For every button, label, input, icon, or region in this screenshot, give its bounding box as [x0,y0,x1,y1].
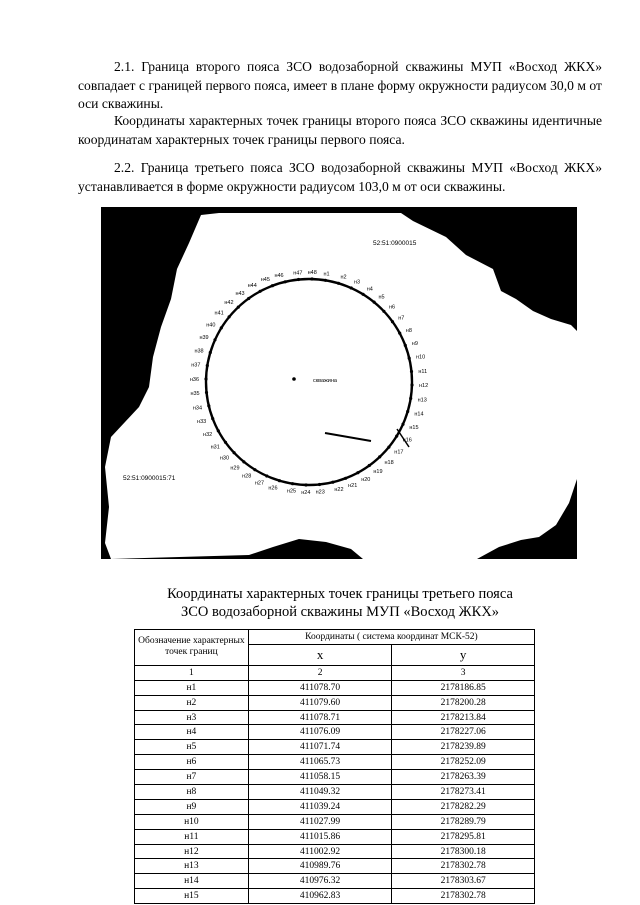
boundary-point-label: н7 [398,315,405,322]
boundary-point-dot [209,351,212,354]
boundary-point-dot [401,423,404,426]
boundary-point-label: н36 [189,376,199,383]
boundary-point-label: н2 [340,274,347,281]
column-number: 3 [392,665,535,680]
table-caption-line-1: Координаты характерных точек границы третьего пояса [167,586,513,602]
boundary-point-label: н38 [194,348,204,355]
boundary-point-label: н43 [235,290,245,297]
table-row [135,740,535,755]
table-row [135,785,535,800]
boundary-point-dot [304,483,307,486]
point-name-cell: н4 [135,725,249,740]
cadastral-label-top: 52:51:0900015 [373,240,417,247]
boundary-point-label: н34 [192,405,202,412]
boundary-point-label: н45 [260,277,270,284]
boundary-point-dot [259,290,262,293]
boundary-point-dot [220,326,223,329]
paragraph-2-2 [78,159,602,196]
x-coordinate-cell: 411071.74 [248,740,392,755]
point-name-cell: н13 [135,859,249,874]
point-name-cell: н9 [135,799,249,814]
x-coordinate-cell: 411002.92 [248,844,392,859]
boundary-point-label: н32 [203,432,213,439]
table-row [135,829,535,844]
boundary-point-label: н41 [214,310,224,317]
point-name-cell: н10 [135,814,249,829]
table-row [135,680,535,695]
boundary-point-dot [247,297,250,300]
boundary-point-label: н42 [224,300,234,306]
boundary-point-dot [344,477,347,480]
point-name-cell: н12 [135,844,249,859]
boundary-point-label: н16 [402,437,412,444]
table-row [135,889,535,904]
boundary-point-dot [408,357,411,360]
boundary-point-dot [224,441,227,444]
table-row [135,814,535,829]
boundary-point-label: н47 [293,270,303,277]
boundary-point-label: н24 [301,490,311,496]
paragraph-2-1-text: 2.1. Граница второго пояса ЗСО водозаборной скважины МУП «Восход ЖКХ» совпадает с границей первого пояса, имеет в плане форму окружности радиусом 30,0 м от оси скважины. [78,59,602,111]
boundary-point-label: н15 [409,425,419,431]
y-coordinate-cell: 2178186.85 [392,680,535,695]
boundary-point-label: н11 [418,368,428,375]
boundary-point-dot [237,306,240,309]
table-row [135,770,535,785]
boundary-point-dot [310,277,313,280]
table-row [135,874,535,889]
boundary-point-label: н37 [191,362,201,369]
boundary-point-label: н12 [419,383,429,390]
well-center-mark [292,377,296,381]
boundary-point-label: н14 [414,411,424,418]
point-name-cell: н7 [135,770,249,785]
map-land-area [105,213,577,559]
point-name-cell: н6 [135,755,249,770]
boundary-point-dot [291,482,294,485]
table-row [135,695,535,710]
y-coordinate-cell: 2178227.06 [392,725,535,740]
y-coordinate-cell: 2178200.28 [392,695,535,710]
y-coordinate-cell: 2178289.79 [392,814,535,829]
boundary-point-dot [373,301,376,304]
y-coordinate-cell: 2178302.78 [392,859,535,874]
x-coordinate-cell: 411058.15 [248,770,392,785]
point-name-cell: н14 [135,874,249,889]
boundary-point-dot [362,293,365,296]
point-name-cell: н11 [135,829,249,844]
paragraph-coordinates-note-text: Координаты характерных точек границы второго пояса ЗСО скважины идентичные координатам характерных точек границы первого пояса. [78,113,602,147]
y-coordinate-cell: 2178252.09 [392,755,535,770]
boundary-point-dot [207,404,210,407]
table-header-row [135,630,535,645]
boundary-point-label: н5 [378,294,385,301]
boundary-point-dot [253,468,256,471]
boundary-point-dot [382,310,385,313]
boundary-point-dot [204,377,207,380]
boundary-point-dot [324,279,327,282]
x-coordinate-cell: 410989.76 [248,859,392,874]
boundary-point-label: н46 [274,273,284,279]
boundary-point-dot [391,320,394,323]
boundary-point-dot [265,474,268,477]
boundary-point-dot [410,370,413,373]
boundary-point-label: н40 [206,322,216,329]
point-name-cell: н15 [135,889,249,904]
boundary-point-label: н3 [354,279,361,286]
boundary-point-label: н22 [334,487,344,493]
boundary-point-label: н31 [210,444,220,451]
boundary-point-label: н35 [190,391,200,398]
boundary-point-label: н6 [389,304,396,311]
boundary-point-label: н21 [348,482,358,489]
boundary-point-label: н29 [230,465,240,472]
boundary-point-dot [297,278,300,281]
coordinates-table [134,629,535,904]
boundary-point-label: н1 [323,271,330,278]
point-designation-header: Обозначение характерных точек границ [135,630,249,666]
boundary-point-label: н25 [286,488,297,495]
table-row [135,859,535,874]
boundary-point-label: н4 [366,286,373,293]
paragraph-2-1 [78,58,602,114]
x-coordinate-cell: 411065.73 [248,755,392,770]
column-number: 1 [135,665,249,680]
boundary-point-dot [233,451,236,454]
x-coordinate-cell: 410976.32 [248,874,392,889]
point-name-cell: н3 [135,710,249,725]
well-center-label: скважина [313,378,337,384]
zone-map-svg [101,207,577,559]
paragraph-coordinates-note [78,112,602,149]
x-coordinate-cell: 411078.71 [248,710,392,725]
x-coordinate-cell: 411049.32 [248,785,392,800]
boundary-point-label: н10 [416,354,426,361]
coordinates-system-header: Координаты ( система координат МСК-52) [248,630,534,645]
y-coordinate-cell: 2178302.78 [392,889,535,904]
boundary-point-label: н19 [373,469,383,476]
boundary-point-dot [398,332,401,335]
x-coordinate-cell: 411015.86 [248,829,392,844]
boundary-point-dot [410,383,413,386]
y-coordinate-cell: 2178213.84 [392,710,535,725]
y-coordinate-cell: 2178295.81 [392,829,535,844]
x-coordinate-cell: 411076.09 [248,725,392,740]
y-coordinate-cell: 2178273.41 [392,785,535,800]
boundary-point-dot [395,435,398,438]
boundary-point-label: н9 [411,340,418,347]
boundary-point-dot [271,284,274,287]
point-name-cell: н1 [135,680,249,695]
cadastral-label-bottom: 52:51:0900015:71 [123,475,176,482]
boundary-point-dot [217,429,220,432]
x-coordinate-cell: 411039.24 [248,799,392,814]
y-coordinate-cell: 2178303.67 [392,874,535,889]
boundary-point-dot [242,460,245,463]
boundary-point-dot [337,282,340,285]
point-name-cell: н8 [135,785,249,800]
boundary-point-label: н20 [361,476,371,483]
boundary-point-dot [350,286,353,289]
point-name-cell: н2 [135,695,249,710]
boundary-point-dot [404,344,407,347]
boundary-point-label: н39 [199,335,209,341]
x-coordinate-cell: 411078.70 [248,680,392,695]
table-row [135,725,535,740]
x-coordinate-cell: 411027.99 [248,814,392,829]
y-header: y [392,644,535,665]
y-coordinate-cell: 2178263.39 [392,770,535,785]
boundary-point-dot [228,315,231,318]
y-coordinate-cell: 2178239.89 [392,740,535,755]
boundary-point-label: н13 [417,397,427,404]
boundary-point-dot [331,481,334,484]
boundary-point-dot [284,280,287,283]
boundary-point-label: н44 [247,283,257,290]
boundary-point-dot [368,464,371,467]
boundary-point-label: н18 [384,460,394,466]
boundary-point-dot [356,471,359,474]
boundary-point-label: н27 [254,480,264,487]
table-caption-line-2: ЗСО водозаборной скважины МУП «Восход ЖКХ» [180,604,500,620]
x-header: x [248,644,392,665]
boundary-point-dot [211,417,214,420]
boundary-point-dot [406,410,409,413]
table-row [135,844,535,859]
boundary-point-label: н33 [197,419,207,426]
boundary-point-label: н8 [405,327,412,334]
boundary-point-dot [378,455,381,458]
coordinates-table-body [135,680,535,903]
boundary-point-label: н30 [219,455,229,462]
boundary-point-label: н23 [315,489,325,496]
boundary-point-dot [409,397,412,400]
boundary-point-label: н26 [268,485,278,492]
y-coordinate-cell: 2178282.29 [392,799,535,814]
boundary-point-label: н28 [242,473,252,480]
boundary-point-dot [387,446,390,449]
boundary-point-dot [318,483,321,486]
table-row [135,755,535,770]
paragraph-2-2-text: 2.2. Граница третьего пояса ЗСО водозаборной скважины МУП «Восход ЖКХ» устанавливается в форме окружности радиусом 103,0 м от оси скважины. [78,160,602,194]
boundary-point-dot [213,338,216,341]
column-number: 2 [248,665,392,680]
point-name-cell: н5 [135,740,249,755]
table-row [135,799,535,814]
table-row [135,710,535,725]
x-coordinate-cell: 411079.60 [248,695,392,710]
boundary-point-dot [206,364,209,367]
zone-map-figure [101,207,577,559]
boundary-point-label: н17 [394,449,404,456]
boundary-point-dot [278,479,281,482]
x-coordinate-cell: 410962.83 [248,889,392,904]
table-column-number-row [135,665,535,680]
boundary-point-dot [205,391,208,394]
boundary-point-label: н48 [307,270,317,276]
y-coordinate-cell: 2178300.18 [392,844,535,859]
